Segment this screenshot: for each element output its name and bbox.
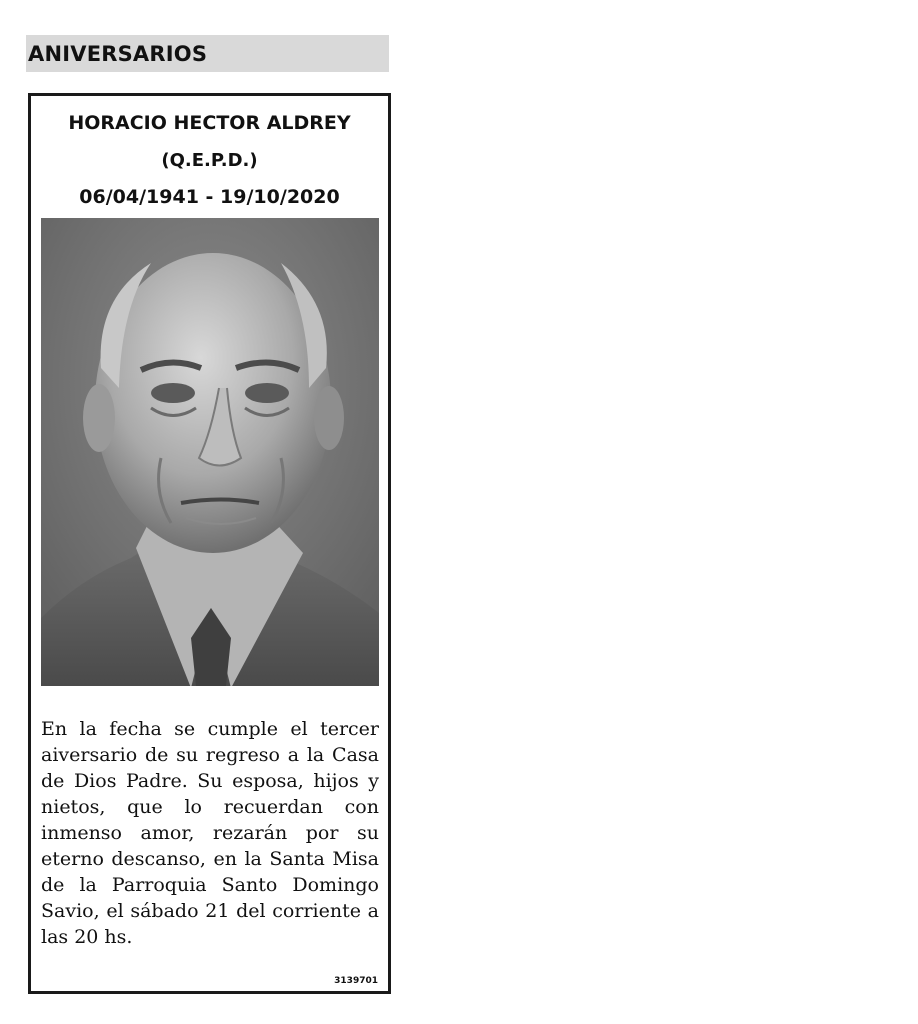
qepd-label: (Q.E.P.D.) [161, 150, 258, 171]
section-title: ANIVERSARIOS [28, 41, 208, 66]
obituary-notice [28, 93, 391, 994]
reference-number: 3139701 [334, 976, 378, 986]
portrait-illustration [41, 218, 379, 686]
section-header [26, 35, 389, 72]
notice-body-text: En la fecha se cumple el tercer aiversario de su regreso a la Casa de Dios Padre. Su esposa, hijos y nietos, que lo recuerdan con inmenso amor, rezarán por su eterno descanso, en la Santa Misa de la Parroquia Santo Domingo Savio, el sábado 21 del corriente a las 20 hs. [41, 718, 379, 948]
portrait-photo [41, 218, 379, 686]
life-dates: 06/04/1941 - 19/10/2020 [79, 186, 340, 208]
deceased-name: HORACIO HECTOR ALDREY [68, 112, 351, 134]
